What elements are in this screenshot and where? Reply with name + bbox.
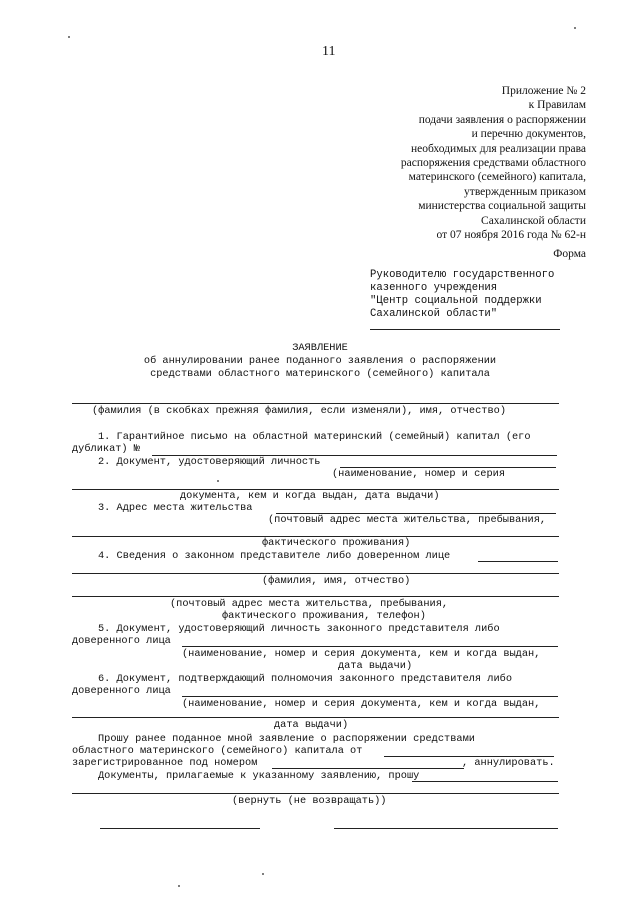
fio-caption: (фамилия (в скобках прежняя фамилия, если изменяли), имя, отчество) bbox=[92, 405, 507, 417]
scan-speck bbox=[217, 480, 219, 482]
item5-text: 5. Документ, удостоверяющий личность законного представителя либо bbox=[98, 623, 500, 635]
item6-caption1: (наименование, номер и серия документа, кем и когда выдан, bbox=[182, 698, 541, 710]
scan-speck bbox=[574, 27, 576, 29]
item6-blank-line2 bbox=[72, 717, 559, 718]
item6-text: 6. Документ, подтверждающий полномочия законного представителя либо bbox=[98, 673, 513, 685]
item2-caption1: (наименование, номер и серия bbox=[332, 468, 506, 480]
appendix-line: Сахалинской области bbox=[481, 214, 586, 227]
appendix-line: необходимых для реализации права bbox=[410, 142, 586, 155]
appendix-block bbox=[401, 84, 586, 242]
form-label: Форма bbox=[553, 248, 586, 260]
request-number-line bbox=[272, 768, 464, 769]
item4-addr-caption1: (почтовый адрес места жительства, пребывания, bbox=[170, 598, 449, 610]
item6-caption2: дата выдачи) bbox=[274, 719, 349, 731]
item4-caption: (фамилия, имя, отчество) bbox=[262, 575, 411, 587]
docs-blank-line bbox=[412, 781, 558, 782]
item1-text-cont: дубликат) № bbox=[72, 443, 140, 455]
appendix-line: подачи заявления о распоряжении bbox=[418, 113, 586, 126]
item1-text: 1. Гарантийное письмо на областной материнский (семейный) капитал (его bbox=[98, 431, 531, 443]
appendix-line: от 07 ноября 2016 года № 62-н bbox=[436, 229, 586, 242]
docs-text: Документы, прилагаемые к указанному заявлению, прошу bbox=[98, 770, 420, 782]
item5-caption2: дата выдачи) bbox=[338, 660, 413, 672]
request-annul-text: , аннулировать. bbox=[462, 757, 555, 769]
item3-caption2: фактического проживания) bbox=[262, 537, 411, 549]
document-subtitle-line1: об аннулировании ранее поданного заявления о распоряжении bbox=[143, 355, 497, 367]
document-subtitle-line2: средствами областного материнского (семейного) капитала bbox=[150, 368, 490, 380]
item4-addr-line bbox=[72, 596, 559, 597]
item2-caption2: документа, кем и когда выдан, дата выдачи) bbox=[180, 490, 440, 502]
request-text: Прошу ранее поданное мной заявление о распоряжении средствами bbox=[98, 733, 475, 745]
addressee-line: казенного учреждения bbox=[370, 282, 498, 294]
appendix-line: Приложение № 2 bbox=[501, 85, 586, 97]
appendix-line: материнского (семейного) капитала, bbox=[408, 171, 586, 184]
item3-text: 3. Адрес места жительства bbox=[98, 502, 253, 514]
item4-blank-line bbox=[478, 561, 558, 562]
item4-fio-line bbox=[72, 573, 559, 574]
request-text-cont: областного материнского (семейного) капитала от bbox=[72, 745, 363, 757]
fio-blank-line bbox=[72, 403, 559, 404]
item3-caption1: (почтовый адрес места жительства, пребывания, bbox=[268, 514, 547, 526]
item2-text: 2. Документ, удостоверяющий личность bbox=[98, 456, 321, 468]
item5-text-cont: доверенного лица bbox=[72, 635, 171, 647]
appendix-line: к Правилам bbox=[528, 99, 586, 112]
item4-addr-caption2: фактического проживания, телефон) bbox=[222, 610, 426, 622]
document-title: ЗАЯВЛЕНИЕ bbox=[292, 342, 348, 354]
applicant-signature-line bbox=[334, 828, 558, 829]
scan-speck bbox=[262, 873, 264, 875]
scan-speck bbox=[68, 36, 70, 38]
addressee-line: Сахалинской области" bbox=[370, 308, 498, 320]
item5-caption1: (наименование, номер и серия документа, кем и когда выдан, bbox=[182, 648, 541, 660]
addressee-line: Руководителю государственного bbox=[370, 269, 555, 281]
addressee-blank-line bbox=[370, 329, 560, 330]
addressee-block bbox=[370, 269, 554, 321]
docs-blank-line2 bbox=[72, 793, 559, 794]
appendix-line: утвержденным приказом bbox=[464, 185, 586, 198]
item4-text: 4. Сведения о законном представителе либо доверенном лице bbox=[98, 550, 451, 562]
appendix-line: распоряжения средствами областного bbox=[400, 157, 586, 170]
date-signature-line bbox=[100, 828, 260, 829]
addressee-line: "Центр социальной поддержки bbox=[370, 295, 542, 307]
item6-blank-line bbox=[182, 696, 558, 697]
page-number: 11 bbox=[322, 44, 336, 59]
docs-caption: (вернуть (не возвращать)) bbox=[232, 795, 387, 807]
item6-text-cont: доверенного лица bbox=[72, 685, 171, 697]
appendix-line: и перечню документов, bbox=[471, 128, 586, 141]
item5-blank-line bbox=[182, 646, 558, 647]
appendix-line: министерства социальной защиты bbox=[418, 200, 586, 213]
request-registered-text: зарегистрированное под номером bbox=[72, 757, 258, 769]
scan-speck bbox=[178, 885, 180, 887]
